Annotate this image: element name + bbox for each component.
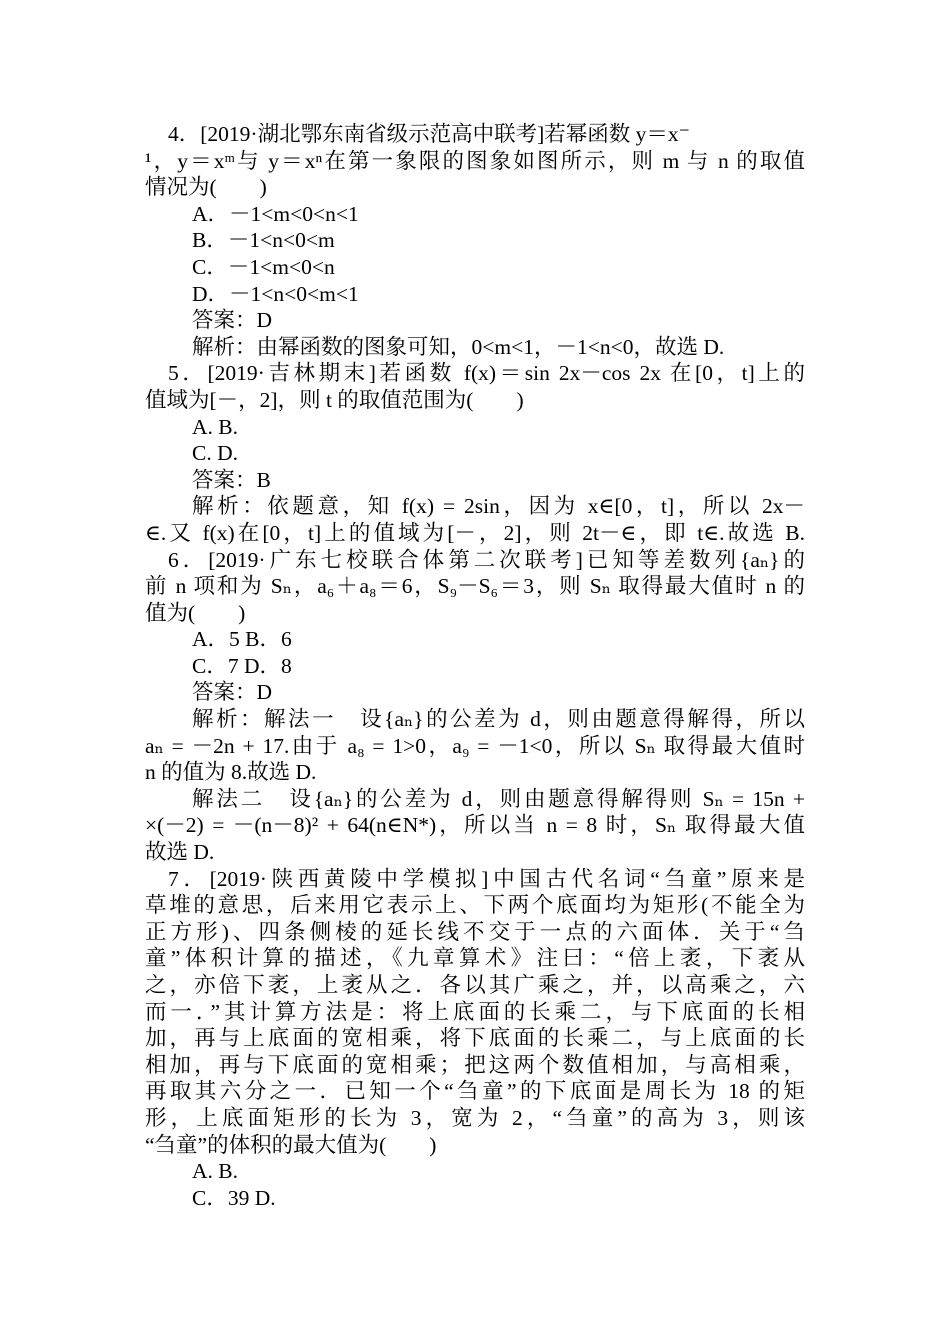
text-line: 4．[2019·湖北鄂东南省级示范高中联考]若幂函数 y＝x⁻: [168, 122, 690, 146]
text-line: C. D.: [192, 441, 238, 466]
text-line: A. B.: [192, 414, 238, 439]
text-line: 值为( ): [145, 600, 246, 625]
text-line: 解析：解法一 设{aₙ}的公差为 d，则由题意得解得，所以: [192, 707, 805, 732]
text-line: ×(－2) = －(n－8)² + 64(n∈N*)，所以当 n = 8 时，Sₙ 取得最大值: [145, 813, 805, 838]
text-line: 情况为( ): [145, 175, 267, 200]
text-line: 5．[2019·吉林期末]若函数 f(x)＝sin 2x－cos 2x 在[0，t]上的: [168, 361, 805, 386]
text-line: A．－1<m<0<n<1: [192, 201, 359, 226]
text-line: 答案：B: [192, 467, 271, 492]
text-line: 故选 D.: [145, 840, 215, 865]
text-line: aₙ = －2n + 17.由于 a₈ = 1>0，a₉ = －1<0，所以 Sₙ 取得最大值时: [145, 733, 805, 758]
text-line: 形，上底面矩形的长为 3，宽为 2，“刍童”的高为 3，则该: [145, 1105, 805, 1130]
text-line: 解法二 设{aₙ}的公差为 d，则由题意得解得则 Sₙ = 15n +: [192, 786, 805, 811]
text-line: 而一．”其计算方法是：将上底面的长乘二，与下底面的长相: [145, 999, 805, 1024]
text-line: ∈.又 f(x)在[0，t]上的值域为[－，2]，则 2t－∈，即 t∈.故选 B.: [145, 520, 805, 545]
text-line: 解析：由幂函数的图象可知，0<m<1，－1<n<0，故选 D.: [192, 334, 725, 359]
text-line: 童”体积计算的描述，《九章算术》注曰：“倍上袤，下袤从: [145, 946, 805, 971]
text-line: C．39 D.: [192, 1185, 276, 1210]
text-line: 答案：D: [192, 680, 273, 705]
text-line: ¹，y＝xᵐ与 y＝xⁿ在第一象限的图象如图所示，则 m 与 n 的取值: [145, 148, 805, 173]
text-line: 再取其六分之一．已知一个“刍童”的下底面是周长为 18 的矩: [145, 1079, 805, 1104]
text-line: 相加，再与下底面的宽相乘；把这两个数值相加，与高相乘，: [145, 1052, 805, 1077]
text-line: 前 n 项和为 Sₙ，a₆＋a₈＝6，S₉－S₆＝3，则 Sₙ 取得最大值时 n 的: [145, 574, 805, 599]
text-line: 值域为[－，2]，则 t 的取值范围为( ): [145, 387, 524, 412]
text-line: 6．[2019·广东七校联合体第二次联考]已知等差数列{aₙ}的: [168, 547, 805, 572]
text-line: 正方形)、四条侧棱的延长线不交于一点的六面体．关于“刍: [145, 919, 805, 944]
text-line: n 的值为 8.故选 D.: [145, 760, 317, 785]
text-line: 草堆的意思，后来用它表示上、下两个底面均为矩形(不能全为: [145, 893, 805, 918]
text-line: D．－1<n<0<m<1: [192, 281, 359, 306]
text-line: 解析：依题意，知 f(x) = 2sin，因为 x∈[0，t]，所以 2x－: [192, 494, 805, 519]
text-line: 答案：D: [192, 308, 273, 333]
text-line: C．7 D．8: [192, 653, 292, 678]
text-line: A．5 B．6: [192, 627, 292, 652]
document-page: [145, 121, 805, 1211]
text-line: C．－1<m<0<n: [192, 254, 335, 279]
text-line: 之，亦倍下袤，上袤从之．各以其广乘之，并，以高乘之，六: [145, 973, 805, 997]
text-line: B．－1<n<0<m: [192, 228, 335, 253]
text-line: 7．[2019·陕西黄陵中学模拟]中国古代名词“刍童”原来是: [168, 866, 805, 891]
text-line: 加，再与上底面的宽相乘，将下底面的长乘二，与上底面的长: [145, 1026, 805, 1051]
text-line: A. B.: [192, 1159, 238, 1184]
text-line: “刍童”的体积的最大值为( ): [145, 1132, 437, 1157]
